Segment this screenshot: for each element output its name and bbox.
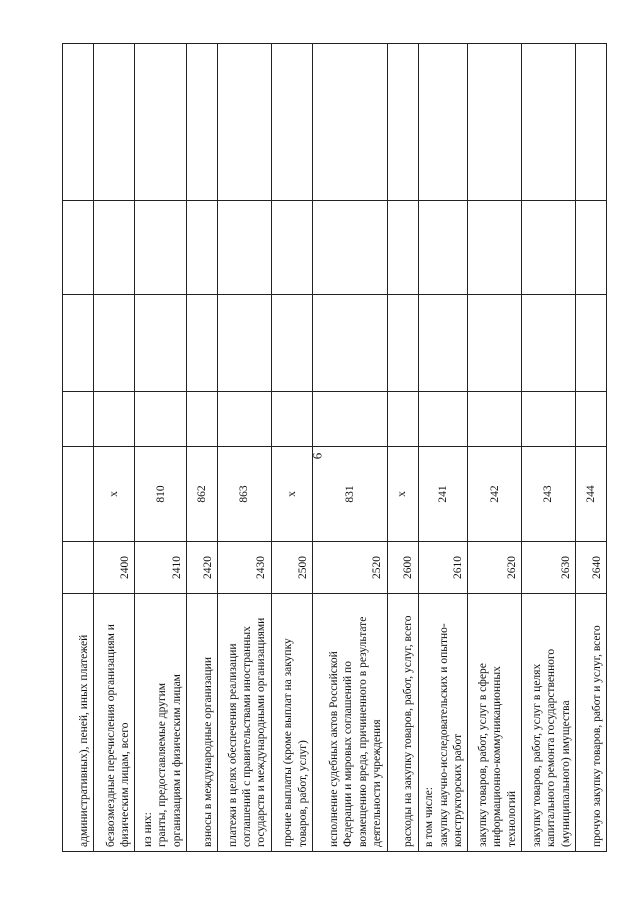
- row-value-cell: [218, 392, 272, 447]
- row-name-line: конструкторских работ: [452, 733, 464, 847]
- row-kosgu-cell: х: [387, 447, 418, 542]
- table-row: [271, 44, 312, 852]
- row-name-line: Федерации и мировых соглашений по: [342, 661, 355, 847]
- row-value-cell: [94, 295, 135, 392]
- row-name-line: технологий: [505, 791, 518, 847]
- row-name-line: физическим лицам, всего: [118, 722, 131, 847]
- table-row: [94, 44, 135, 852]
- row-value-cell: [271, 44, 312, 201]
- row-code-cell: 2520: [313, 542, 387, 594]
- row-value-cell: [135, 201, 187, 295]
- row-value-cell: [63, 44, 94, 201]
- row-value-cell: [575, 295, 606, 392]
- row-kosgu-cell: 241: [418, 447, 468, 542]
- row-value-cell: [63, 295, 94, 392]
- row-name-cell: [522, 594, 576, 852]
- row-kosgu-cell: 242: [468, 447, 522, 542]
- row-name-cell: [187, 594, 218, 852]
- row-value-cell: [387, 201, 418, 295]
- row-name-cell: [468, 594, 522, 852]
- row-code-cell: 2500: [271, 542, 312, 594]
- row-value-cell: [313, 392, 387, 447]
- row-value-cell: [418, 295, 468, 392]
- row-value-cell: [387, 295, 418, 392]
- row-value-cell: [135, 44, 187, 201]
- row-value-cell: [313, 201, 387, 295]
- row-kosgu-cell: 810: [135, 447, 187, 542]
- row-name-line: деятельности учреждения: [371, 719, 384, 847]
- row-name-cell: [313, 594, 387, 852]
- row-name-line: прочую закупку товаров, работ и услуг, всего: [590, 625, 603, 847]
- row-value-cell: [218, 201, 272, 295]
- table-row: [468, 44, 522, 852]
- row-value-cell: [522, 44, 576, 201]
- row-value-cell: [187, 44, 218, 201]
- table-row: [522, 44, 576, 852]
- row-code-cell: [63, 542, 94, 594]
- row-name-cell: [63, 594, 94, 852]
- row-name-line: прочие выплаты (кроме выплат на закупку: [282, 638, 295, 847]
- row-code-cell: 2610: [418, 542, 468, 594]
- row-name-line: закупку товаров, работ, услуг в целях: [530, 663, 543, 847]
- row-value-cell: [313, 295, 387, 392]
- table-row: [63, 44, 94, 852]
- row-name-line: безвозмездные перечисления организациям и: [104, 624, 117, 847]
- row-name-line: организациям и физическим лицам: [170, 674, 183, 847]
- row-name-line: в том числе:: [423, 787, 436, 847]
- row-code-cell: 2600: [387, 542, 418, 594]
- table-row: [135, 44, 187, 852]
- row-name-line: возмещению вреда, причиненного в результате: [356, 616, 369, 847]
- row-value-cell: [387, 392, 418, 447]
- row-code-cell: 2630: [522, 542, 576, 594]
- row-value-cell: [468, 201, 522, 295]
- row-name-line: закупку научно-исследовательских и опытно-: [437, 623, 450, 847]
- row-kosgu-cell: 243: [522, 447, 576, 542]
- row-value-cell: [575, 392, 606, 447]
- row-kosgu-cell: х: [94, 447, 135, 542]
- table-row: [313, 44, 387, 852]
- row-name-cell: [575, 594, 606, 852]
- page-number: 6: [309, 452, 325, 460]
- row-name-line: (муниципального) имущества: [559, 700, 572, 847]
- row-name-line: государств и международными организациями: [255, 617, 268, 847]
- row-name-cell: [94, 594, 135, 852]
- row-code-cell: 2620: [468, 542, 522, 594]
- row-value-cell: [468, 392, 522, 447]
- row-value-cell: [94, 44, 135, 201]
- row-value-cell: [313, 44, 387, 201]
- row-name-line: взносы в международные организации: [201, 657, 214, 847]
- row-value-cell: [94, 201, 135, 295]
- budget-table-rotated: [62, 44, 607, 852]
- row-value-cell: [94, 392, 135, 447]
- row-name-line: информационно-коммуникационных: [491, 666, 504, 847]
- table-row: [387, 44, 418, 852]
- row-value-cell: [418, 392, 468, 447]
- row-value-cell: [271, 295, 312, 392]
- row-kosgu-cell: 831: [313, 447, 387, 542]
- row-name-line: закупку товаров, работ, услуг в сфере: [477, 663, 490, 847]
- table-row: [218, 44, 272, 852]
- row-value-cell: [187, 201, 218, 295]
- row-value-cell: [271, 392, 312, 447]
- row-name-cell: [135, 594, 187, 852]
- row-name-cell: [271, 594, 312, 852]
- row-value-cell: [522, 295, 576, 392]
- row-value-cell: [218, 295, 272, 392]
- row-name-line: расходы на закупку товаров, работ, услуг, всего: [402, 615, 415, 847]
- row-value-cell: [468, 295, 522, 392]
- row-value-cell: [271, 201, 312, 295]
- row-code-cell: 2640: [575, 542, 606, 594]
- row-value-cell: [575, 201, 606, 295]
- row-name-line: соглашений с правительствами иностранных: [241, 626, 254, 847]
- row-name-line: гранты, предоставляемые другим: [156, 682, 169, 847]
- row-name-cell: [218, 594, 272, 852]
- row-value-cell: [135, 392, 187, 447]
- table-row: [187, 44, 218, 852]
- row-value-cell: [522, 201, 576, 295]
- row-value-cell: [468, 44, 522, 201]
- row-kosgu-cell: [63, 447, 94, 542]
- budget-table: [62, 43, 607, 852]
- row-value-cell: [187, 392, 218, 447]
- row-code-cell: 2420: [187, 542, 218, 594]
- row-name-line: из них:: [141, 812, 154, 847]
- row-name-cell: [387, 594, 418, 852]
- row-kosgu-cell: 244: [575, 447, 606, 542]
- row-value-cell: [387, 44, 418, 201]
- row-name-line: товаров, работ, услуг): [296, 740, 309, 847]
- table-row: [575, 44, 606, 852]
- row-name-line: платежи в целях обеспечения реализации: [226, 643, 239, 847]
- row-name-cell: [418, 594, 468, 852]
- row-kosgu-cell: 863: [218, 447, 272, 542]
- row-kosgu-cell: х: [271, 447, 312, 542]
- row-kosgu-cell: 862: [187, 447, 218, 542]
- row-value-cell: [418, 201, 468, 295]
- table-row: [418, 44, 468, 852]
- row-code-cell: 2430: [218, 542, 272, 594]
- row-value-cell: [218, 44, 272, 201]
- row-code-cell: 2410: [135, 542, 187, 594]
- row-name-line: капитального ремонта государственного: [545, 648, 558, 847]
- row-value-cell: [135, 295, 187, 392]
- row-value-cell: [63, 392, 94, 447]
- row-name-line: исполнение судебных актов Российской: [328, 651, 341, 847]
- row-value-cell: [418, 44, 468, 201]
- row-code-cell: 2400: [94, 542, 135, 594]
- row-value-cell: [575, 44, 606, 201]
- row-value-cell: [63, 201, 94, 295]
- row-value-cell: [522, 392, 576, 447]
- row-name-line: административных), пеней, иных платежей: [77, 634, 90, 847]
- row-value-cell: [187, 295, 218, 392]
